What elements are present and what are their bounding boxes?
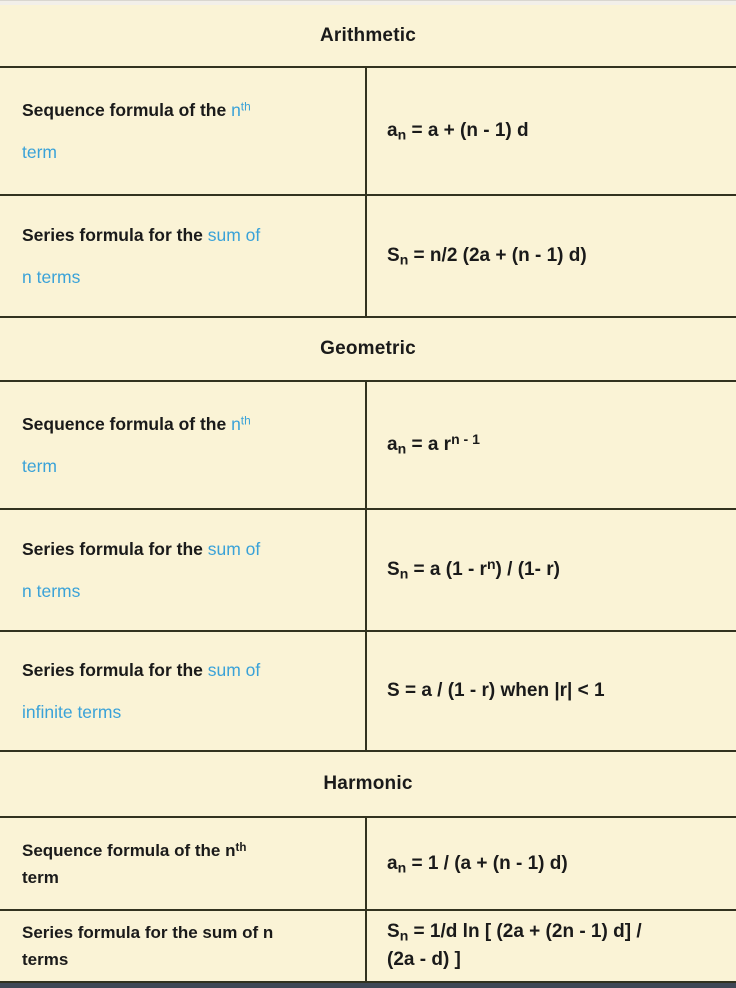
superscript: th: [240, 99, 251, 114]
label-highlight: $n^{th}$: [231, 99, 251, 120]
label-text: Series formula for the: [22, 225, 208, 245]
superscript: n - 1: [451, 431, 480, 448]
label-highlight-line2: n terms: [22, 267, 81, 287]
label-text: Series formula for the: [22, 660, 208, 680]
formula: $a_n = a + (n - 1)$ d: [387, 120, 529, 143]
label-text-line2: term: [22, 867, 59, 887]
label-highlight-line2: term: [22, 142, 57, 162]
label-text: Sequence formula of the n: [22, 840, 236, 860]
label-highlight: sum of: [207, 660, 261, 680]
subscript: n: [397, 126, 407, 143]
subscript: n: [397, 440, 407, 457]
row-label-cell: [0, 911, 367, 981]
row-label: [22, 89, 351, 173]
label-highlight: $n^{th}$: [231, 413, 251, 434]
bottom-edge-strip: [0, 983, 736, 988]
row-label-cell: [0, 818, 367, 909]
formula: $S_n = a$ $(1 - r^n) / (1-$ r): [387, 556, 560, 582]
row-label-cell: [0, 382, 367, 508]
superscript: n: [486, 556, 496, 573]
row-label: [22, 919, 351, 973]
row-formula-cell: [367, 68, 736, 194]
table-row-geometric-sequence: [0, 382, 736, 510]
table-row-geometric-infinite-series: [0, 632, 736, 752]
superscript: th: [235, 841, 247, 854]
label-highlight-line2: infinite terms: [22, 702, 122, 722]
row-formula-cell: [367, 510, 736, 630]
label-highlight: sum of: [207, 539, 261, 559]
subscript: n: [399, 927, 409, 944]
row-label-cell: [0, 68, 367, 194]
table-row-harmonic-sequence: [0, 818, 736, 911]
formula: $a_n = 1 / (a + (n - 1)$ d): [387, 852, 568, 876]
row-formula-cell: [367, 632, 736, 750]
row-label-cell: [0, 196, 367, 316]
label-highlight-line2: term: [22, 456, 57, 476]
section-header-arithmetic: [0, 5, 736, 68]
subscript: n: [399, 565, 409, 582]
formula: $a_n = a$ $r^{n - 1}$: [387, 431, 480, 457]
row-label: [22, 837, 351, 891]
label-text: Series formula for the: [22, 539, 208, 559]
section-title: Geometric: [320, 338, 416, 359]
section-title: Harmonic: [323, 773, 413, 794]
formula: $S_n = n/2$ (2a + (n - 1) d): [387, 245, 587, 268]
row-label-cell: [0, 632, 367, 750]
subscript: n: [397, 859, 407, 876]
superscript: th: [240, 413, 251, 428]
label-text: Sequence formula of the: [22, 100, 232, 120]
row-formula-cell: [367, 382, 736, 508]
label-highlight-line2: n terms: [22, 581, 81, 601]
row-label: [22, 214, 351, 298]
row-label: [22, 528, 351, 612]
table-row-arithmetic-series: [0, 196, 736, 318]
table-row-geometric-series: [0, 510, 736, 632]
row-formula-cell: [367, 911, 736, 981]
section-header-harmonic: [0, 752, 736, 818]
row-formula-cell: [367, 818, 736, 909]
label-text: Series formula for the sum of n: [22, 923, 274, 942]
formula: $S_n = 1/d$ ln [ (2a + (2n - 1) d] / (2a - d) ]: [387, 921, 642, 970]
formula: S = a / (1 - r) when |r| < 1: [387, 680, 605, 702]
table-row-arithmetic-sequence: [0, 68, 736, 196]
section-header-geometric: [0, 318, 736, 382]
label-text: Sequence formula of the: [22, 414, 232, 434]
row-formula-cell: [367, 196, 736, 316]
row-label: [22, 649, 351, 733]
section-title: Arithmetic: [320, 24, 416, 46]
subscript: n: [399, 251, 409, 268]
row-label-cell: [0, 510, 367, 630]
label-highlight: sum of: [207, 225, 261, 245]
table-row-harmonic-series: [0, 911, 736, 983]
label-text-line2: terms: [22, 950, 69, 969]
row-label: [22, 403, 351, 487]
